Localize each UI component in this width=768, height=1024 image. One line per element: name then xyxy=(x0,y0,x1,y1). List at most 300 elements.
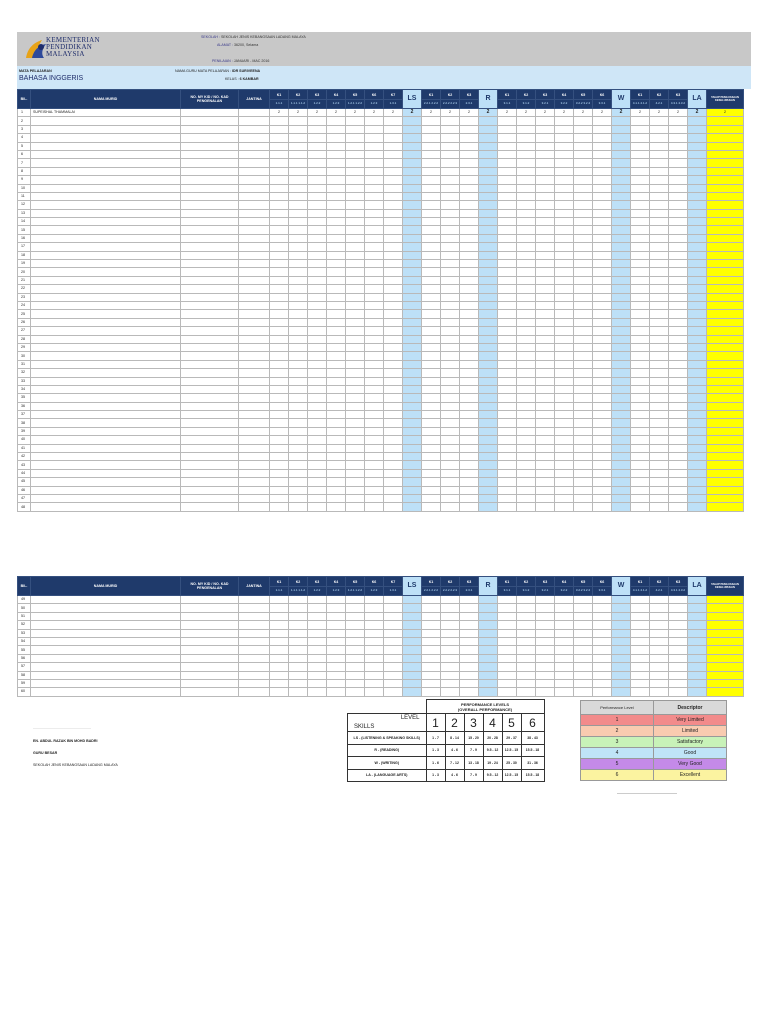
score-w-k4 xyxy=(555,310,574,318)
score-la-total xyxy=(688,478,707,486)
score-ls-k3 xyxy=(308,167,327,175)
score-ls-k5 xyxy=(346,335,365,343)
score-w-k3 xyxy=(536,453,555,461)
score-w-k4 xyxy=(555,260,574,268)
performance-range: 38 - 43 xyxy=(521,732,544,745)
col-overall: TAHAP PENGUASAAN KESELURUHAN xyxy=(707,90,744,109)
score-r-total xyxy=(479,596,498,604)
student-name xyxy=(31,411,181,419)
score-la-k3 xyxy=(669,596,688,604)
score-ls-k6 xyxy=(365,663,384,671)
score-w-k2 xyxy=(517,226,536,234)
score-ls-k1 xyxy=(270,646,289,654)
score-r-k1 xyxy=(422,201,441,209)
row-number: 24 xyxy=(18,301,31,309)
score-w-k6 xyxy=(593,150,612,158)
score-w-k5 xyxy=(574,134,593,142)
score-la-k3 xyxy=(669,142,688,150)
score-w-k3 xyxy=(536,150,555,158)
score-la-k3 xyxy=(669,134,688,142)
student-row xyxy=(18,671,744,679)
descriptor-text: Good xyxy=(654,748,727,759)
score-ls-k2 xyxy=(289,469,308,477)
score-ls-k5 xyxy=(346,285,365,293)
score-ls-k5 xyxy=(346,150,365,158)
student-row xyxy=(18,419,744,427)
student-row xyxy=(18,469,744,477)
score-w-total: 2 xyxy=(612,109,631,117)
score-w-k1 xyxy=(498,192,517,200)
score-ls-k6 xyxy=(365,461,384,469)
score-r-k1 xyxy=(422,654,441,662)
score-la-total: 2 xyxy=(688,109,707,117)
score-w-k4 xyxy=(555,360,574,368)
score-r-k2 xyxy=(441,167,460,175)
student-name xyxy=(31,394,181,402)
score-w-k6: 2 xyxy=(593,109,612,117)
score-ls-k1 xyxy=(270,671,289,679)
score-r-k3 xyxy=(460,318,479,326)
score-ls-k6 xyxy=(365,167,384,175)
score-la-k1 xyxy=(631,360,650,368)
score-w-k6 xyxy=(593,176,612,184)
performance-range: 15.5 - 18 xyxy=(521,744,544,757)
score-w-k3 xyxy=(536,486,555,494)
score-w-k5 xyxy=(574,209,593,217)
ministry-logo-text xyxy=(46,37,100,58)
score-r-total xyxy=(479,201,498,209)
score-ls-k7 xyxy=(384,596,403,604)
score-w-k1 xyxy=(498,260,517,268)
student-name xyxy=(31,629,181,637)
score-ls-total xyxy=(403,679,422,687)
score-ls-total xyxy=(403,604,422,612)
score-la-total xyxy=(688,318,707,326)
score-ls-k4 xyxy=(327,301,346,309)
score-w-k3 xyxy=(536,159,555,167)
score-w-total xyxy=(612,486,631,494)
score-w-total xyxy=(612,663,631,671)
student-mykid xyxy=(181,293,239,301)
col-w-k4: K4 xyxy=(555,90,574,100)
score-ls-k5 xyxy=(346,310,365,318)
score-w-k2 xyxy=(517,327,536,335)
score-r-k2 xyxy=(441,377,460,385)
score-r-k3 xyxy=(460,629,479,637)
student-gender xyxy=(239,503,270,511)
student-mykid xyxy=(181,461,239,469)
score-ls-total xyxy=(403,486,422,494)
score-ls-k3 xyxy=(308,494,327,502)
score-r-k1 xyxy=(422,411,441,419)
score-ls-k1 xyxy=(270,436,289,444)
student-row xyxy=(18,444,744,452)
score-ls-k2 xyxy=(289,419,308,427)
score-w-k6 xyxy=(593,192,612,200)
score-r-k2 xyxy=(441,612,460,620)
student-mykid xyxy=(181,688,239,696)
performance-title-cell xyxy=(426,700,544,714)
school-info xyxy=(201,35,306,39)
score-w-k5 xyxy=(574,176,593,184)
score-ls-k6 xyxy=(365,604,384,612)
score-la-k3 xyxy=(669,335,688,343)
score-ls-total xyxy=(403,167,422,175)
score-la-k2 xyxy=(650,604,669,612)
score-ls-k7 xyxy=(384,343,403,351)
score-r-k1 xyxy=(422,243,441,251)
score-w-k4 xyxy=(555,461,574,469)
score-w-k1 xyxy=(498,427,517,435)
score-la-k1 xyxy=(631,201,650,209)
skills-label: SKILLS xyxy=(354,724,375,730)
score-la-total xyxy=(688,310,707,318)
performance-range: 7 - 9 xyxy=(464,744,483,757)
score-ls-k2 xyxy=(289,117,308,125)
score-r-k3 xyxy=(460,209,479,217)
score-la-k2 xyxy=(650,318,669,326)
score-ls-k5 xyxy=(346,679,365,687)
student-row xyxy=(18,621,744,629)
score-la-k3 xyxy=(669,369,688,377)
overall-level xyxy=(707,486,744,494)
score-ls-k5 xyxy=(346,318,365,326)
performance-range: 12.5 - 15 xyxy=(502,744,521,757)
student-row xyxy=(18,167,744,175)
score-r-total: 2 xyxy=(479,109,498,117)
score-w-k4 xyxy=(555,142,574,150)
score-r-k3 xyxy=(460,260,479,268)
score-la-k2 xyxy=(650,234,669,242)
score-ls-total xyxy=(403,654,422,662)
score-la-k1 xyxy=(631,646,650,654)
score-ls-total xyxy=(403,453,422,461)
col-ls-k3: K3 xyxy=(308,577,327,587)
score-w-k5 xyxy=(574,301,593,309)
score-ls-k3 xyxy=(308,385,327,393)
col-w-k3: K3 xyxy=(536,577,555,587)
score-ls-k3 xyxy=(308,596,327,604)
score-w-k4 xyxy=(555,209,574,217)
score-ls-k7 xyxy=(384,234,403,242)
score-w-total xyxy=(612,646,631,654)
score-la-k2 xyxy=(650,453,669,461)
student-mykid xyxy=(181,377,239,385)
score-w-total xyxy=(612,688,631,696)
score-r-k2 xyxy=(441,125,460,133)
score-ls-k1 xyxy=(270,688,289,696)
score-r-k3 xyxy=(460,352,479,360)
student-mykid xyxy=(181,310,239,318)
score-r-k2 xyxy=(441,654,460,662)
score-ls-k3 xyxy=(308,318,327,326)
score-r-total xyxy=(479,679,498,687)
score-ls-k4 xyxy=(327,234,346,242)
score-r-k2 xyxy=(441,453,460,461)
score-r-k1 xyxy=(422,478,441,486)
score-r-k1 xyxy=(422,134,441,142)
score-w-k4 xyxy=(555,167,574,175)
score-la-k1 xyxy=(631,596,650,604)
student-mykid xyxy=(181,218,239,226)
score-w-total xyxy=(612,218,631,226)
score-la-k1 xyxy=(631,436,650,444)
score-r-k2 xyxy=(441,637,460,645)
score-la-k1 xyxy=(631,150,650,158)
score-ls-k4 xyxy=(327,503,346,511)
score-ls-k1 xyxy=(270,621,289,629)
score-ls-k6: 2 xyxy=(365,109,384,117)
score-ls-k6 xyxy=(365,352,384,360)
score-ls-k3 xyxy=(308,125,327,133)
score-w-k4 xyxy=(555,671,574,679)
score-r-k2 xyxy=(441,184,460,192)
score-ls-k5 xyxy=(346,411,365,419)
student-name xyxy=(31,251,181,259)
score-w-k2 xyxy=(517,419,536,427)
score-w-k2 xyxy=(517,192,536,200)
col-la-total: LA xyxy=(688,577,707,596)
col-gender: JANTINA xyxy=(239,577,270,596)
score-w-k1 xyxy=(498,596,517,604)
score-la-k1 xyxy=(631,251,650,259)
student-gender xyxy=(239,327,270,335)
col-w-k5: K5 xyxy=(574,90,593,100)
score-ls-k4 xyxy=(327,385,346,393)
score-ls-k6 xyxy=(365,453,384,461)
student-gender xyxy=(239,679,270,687)
level-label: LEVEL xyxy=(400,715,420,721)
score-ls-k1 xyxy=(270,369,289,377)
col-ls-k5: K5 xyxy=(346,90,365,100)
score-w-k1 xyxy=(498,411,517,419)
score-ls-k6 xyxy=(365,260,384,268)
headmaster-name: EN. ABDUL RAZAK BIN MOHD BADRI xyxy=(33,739,98,743)
student-mykid xyxy=(181,209,239,217)
teacher-label: NAMA GURU MATA PELAJARAN : xyxy=(175,69,231,73)
score-ls-k3 xyxy=(308,276,327,284)
score-r-k3 xyxy=(460,453,479,461)
col-r-k1: K1 xyxy=(422,577,441,587)
score-w-k1 xyxy=(498,637,517,645)
overall-level xyxy=(707,360,744,368)
score-la-total xyxy=(688,621,707,629)
score-w-k6 xyxy=(593,637,612,645)
score-ls-total xyxy=(403,243,422,251)
score-ls-k5 xyxy=(346,486,365,494)
score-w-k3 xyxy=(536,377,555,385)
student-gender xyxy=(239,310,270,318)
score-la-k1 xyxy=(631,663,650,671)
score-r-k1 xyxy=(422,251,441,259)
score-la-k3 xyxy=(669,159,688,167)
student-mykid xyxy=(181,654,239,662)
student-mykid xyxy=(181,629,239,637)
score-r-k3 xyxy=(460,385,479,393)
score-ls-k2 xyxy=(289,176,308,184)
score-ls-total xyxy=(403,596,422,604)
score-la-total xyxy=(688,385,707,393)
score-w-k5 xyxy=(574,629,593,637)
col-mykid: NO. MY KID / NO. KAD PENGENALAN xyxy=(181,90,239,109)
score-w-total xyxy=(612,671,631,679)
score-w-k1 xyxy=(498,150,517,158)
score-w-k4 xyxy=(555,427,574,435)
score-w-k5 xyxy=(574,604,593,612)
score-la-k3 xyxy=(669,494,688,502)
score-w-k1 xyxy=(498,453,517,461)
col-w-k6: K6 xyxy=(593,577,612,587)
score-r-k1 xyxy=(422,360,441,368)
score-w-k3 xyxy=(536,352,555,360)
score-la-total xyxy=(688,260,707,268)
student-gender xyxy=(239,150,270,158)
row-number: 41 xyxy=(18,444,31,452)
score-la-total xyxy=(688,251,707,259)
descriptor-level: 5 xyxy=(581,759,654,770)
divider xyxy=(617,793,677,794)
score-la-k2 xyxy=(650,621,669,629)
score-ls-k4 xyxy=(327,679,346,687)
score-ls-k6 xyxy=(365,377,384,385)
col-r-k2: K2 xyxy=(441,90,460,100)
student-assessment-table-continued xyxy=(17,576,744,697)
score-r-k1 xyxy=(422,646,441,654)
performance-skill: LA - (LANGUAGE ARTS) xyxy=(348,769,427,782)
score-ls-k7 xyxy=(384,444,403,452)
score-w-k6 xyxy=(593,134,612,142)
score-ls-k5 xyxy=(346,251,365,259)
score-w-k1 xyxy=(498,226,517,234)
col-w-k6-standard: 3.3.1 xyxy=(593,100,612,109)
score-ls-k3 xyxy=(308,209,327,217)
score-r-k2 xyxy=(441,134,460,142)
score-la-k3 xyxy=(669,218,688,226)
score-ls-k7 xyxy=(384,486,403,494)
score-w-total xyxy=(612,596,631,604)
level-3: 3 xyxy=(464,714,483,732)
score-r-k2 xyxy=(441,142,460,150)
score-ls-k3 xyxy=(308,646,327,654)
score-la-k3 xyxy=(669,150,688,158)
score-ls-k6 xyxy=(365,629,384,637)
student-mykid xyxy=(181,612,239,620)
score-r-total xyxy=(479,343,498,351)
score-ls-k5 xyxy=(346,469,365,477)
score-ls-total xyxy=(403,125,422,133)
score-la-k3 xyxy=(669,436,688,444)
score-w-total xyxy=(612,159,631,167)
score-w-total xyxy=(612,654,631,662)
score-w-total xyxy=(612,209,631,217)
score-ls-k6 xyxy=(365,201,384,209)
performance-range: 31 - 36 xyxy=(521,757,544,770)
score-ls-k3 xyxy=(308,117,327,125)
score-ls-k6 xyxy=(365,234,384,242)
overall-level xyxy=(707,159,744,167)
score-r-k2 xyxy=(441,360,460,368)
score-w-k6 xyxy=(593,453,612,461)
score-r-k1 xyxy=(422,301,441,309)
score-w-k6 xyxy=(593,301,612,309)
score-la-k3 xyxy=(669,637,688,645)
score-r-k2 xyxy=(441,285,460,293)
score-r-k1 xyxy=(422,402,441,410)
student-name xyxy=(31,469,181,477)
score-r-k1 xyxy=(422,352,441,360)
score-r-total xyxy=(479,226,498,234)
score-la-k3 xyxy=(669,688,688,696)
score-la-k1 xyxy=(631,134,650,142)
student-gender xyxy=(239,486,270,494)
score-la-k2 xyxy=(650,218,669,226)
row-number: 36 xyxy=(18,402,31,410)
score-ls-k7 xyxy=(384,377,403,385)
score-w-k4 xyxy=(555,276,574,284)
row-number: 33 xyxy=(18,377,31,385)
subject-label: MATA PELAJARAN xyxy=(19,69,52,73)
score-w-k5 xyxy=(574,276,593,284)
score-r-k1 xyxy=(422,142,441,150)
row-number: 8 xyxy=(18,167,31,175)
student-row xyxy=(18,411,744,419)
score-ls-k5 xyxy=(346,596,365,604)
student-row xyxy=(18,268,744,276)
score-w-k3 xyxy=(536,167,555,175)
score-la-k2 xyxy=(650,679,669,687)
score-la-k2 xyxy=(650,192,669,200)
score-r-k3 xyxy=(460,654,479,662)
score-w-k2 xyxy=(517,134,536,142)
score-w-k1 xyxy=(498,385,517,393)
score-w-k5 xyxy=(574,612,593,620)
score-w-k4 xyxy=(555,159,574,167)
student-gender xyxy=(239,629,270,637)
score-w-k4 xyxy=(555,318,574,326)
score-w-k4 xyxy=(555,436,574,444)
student-gender xyxy=(239,268,270,276)
score-r-k3 xyxy=(460,293,479,301)
score-la-k3 xyxy=(669,663,688,671)
score-ls-k3 xyxy=(308,293,327,301)
overall-level xyxy=(707,234,744,242)
score-r-k2 xyxy=(441,343,460,351)
score-w-k1 xyxy=(498,167,517,175)
score-la-k3 xyxy=(669,243,688,251)
score-ls-k3 xyxy=(308,419,327,427)
score-ls-k6 xyxy=(365,176,384,184)
row-number: 28 xyxy=(18,335,31,343)
score-la-total xyxy=(688,427,707,435)
score-ls-k4 xyxy=(327,612,346,620)
score-w-total xyxy=(612,243,631,251)
assessment-value: JANUARI - MAC 2016 xyxy=(233,59,270,63)
score-ls-k1 xyxy=(270,419,289,427)
score-la-k2 xyxy=(650,369,669,377)
score-w-k2 xyxy=(517,478,536,486)
score-r-k2 xyxy=(441,369,460,377)
score-r-k1 xyxy=(422,461,441,469)
score-w-k2 xyxy=(517,209,536,217)
score-w-k2 xyxy=(517,125,536,133)
student-mykid xyxy=(181,109,239,117)
score-ls-k5 xyxy=(346,218,365,226)
score-ls-total xyxy=(403,318,422,326)
score-la-k1 xyxy=(631,612,650,620)
row-number: 22 xyxy=(18,285,31,293)
score-w-k2 xyxy=(517,159,536,167)
score-ls-k6 xyxy=(365,369,384,377)
